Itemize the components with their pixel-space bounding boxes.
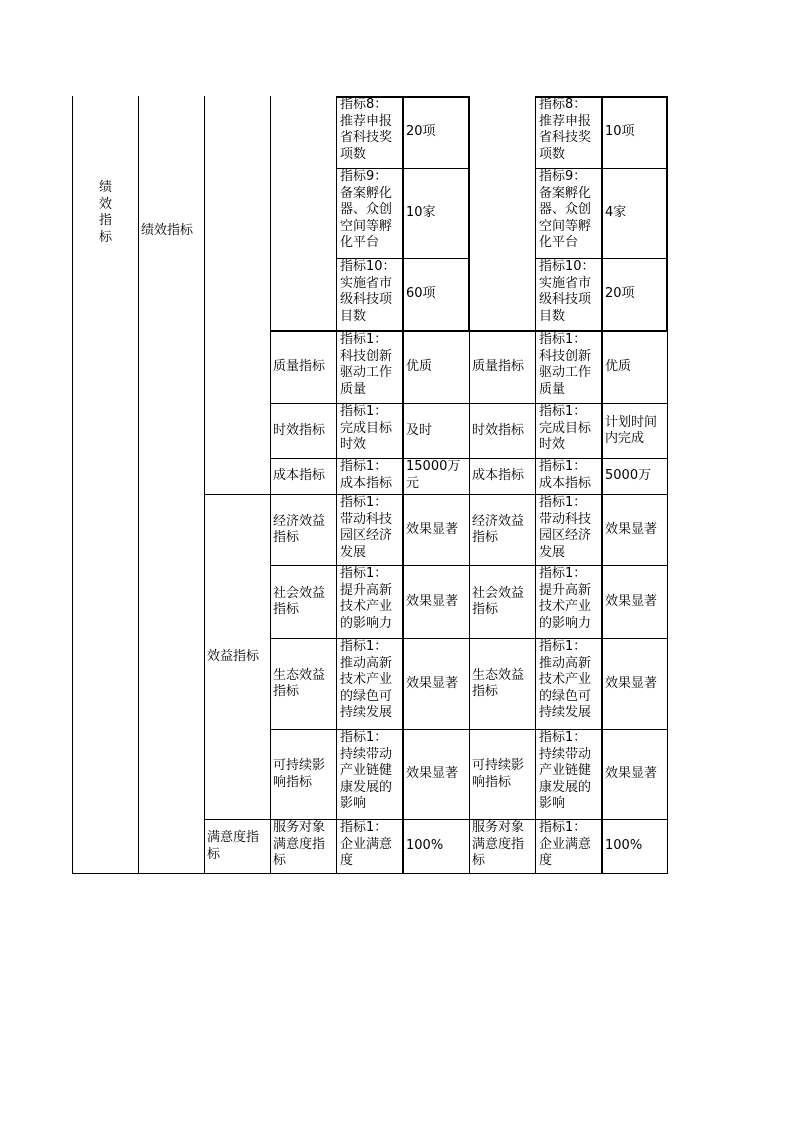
value-cost-left: 15000万元 [406,459,461,491]
indicator-ecological-left: 指标1：推动高新技术产业的绿色可持续发展 [340,639,393,720]
indicator-cost-left: 指标1：成本指标 [340,459,393,491]
value-9-right: 4家 [605,205,627,221]
indicator-quality-left: 指标1：科技创新驱动工作质量 [340,332,393,397]
category-level1 [73,180,138,260]
subcategory-time-right: 时效指标 [472,422,525,438]
value-quality-left: 优质 [406,359,433,375]
value-8-left: 20项 [406,124,436,140]
subcategory-satisfaction-right: 服务对象满意度指标 [472,820,525,868]
value-sustainable-right: 效果显著 [605,766,658,782]
indicator-10-left: 指标10：实施省市级科技项目数 [340,259,396,324]
subcategory-ecological-left: 生态效益指标 [273,667,326,699]
grid-line [468,96,470,331]
indicator-quality-right: 指标1：科技创新驱动工作质量 [539,332,592,397]
value-economic-left: 效果显著 [406,521,459,537]
satisfaction-category-text: 满意度指标 [207,830,260,862]
subcategory-cost-right: 成本指标 [472,468,525,484]
indicator-time-right: 指标1：完成目标时效 [539,404,592,452]
indicator-social-left: 指标1：提升高新技术产业的影响力 [340,566,393,631]
indicator-satisfaction-right: 指标1：企业满意度 [539,820,592,868]
value-ecological-right: 效果显著 [605,675,658,691]
indicator-sustainable-right: 指标1：持续带动产业链健康发展的影响 [539,730,592,811]
subcategory-satisfaction-left: 服务对象满意度指标 [273,820,326,868]
value-social-right: 效果显著 [605,593,658,609]
value-quality-right: 优质 [605,359,632,375]
subcategory-quality-left: 质量指标 [273,359,326,375]
indicator-satisfaction-left: 指标1：企业满意度 [340,820,393,868]
subcategory-ecological-right: 生态效益指标 [472,667,525,699]
indicator-economic-left: 指标1：带动科技园区经济发展 [340,495,393,560]
satisfaction-category [205,820,270,873]
value-cost-right: 5000万 [605,468,652,484]
category-level2 [139,96,204,366]
value-8-right: 10项 [605,124,635,140]
indicator-sustainable-left: 指标1：持续带动产业链健康发展的影响 [340,730,393,811]
value-social-left: 效果显著 [406,593,459,609]
subcategory-sustainable-right: 可持续影响指标 [472,758,525,790]
indicator-cost-right: 指标1：成本指标 [539,459,592,491]
indicator-8-left: 指标8：推荐申报省科技奖项数 [340,97,393,162]
value-time-left: 及时 [406,422,433,438]
indicator-social-right: 指标1：提升高新技术产业的影响力 [539,566,592,631]
indicator-9-left: 指标9：备案孵化器、众创空间等孵化平台 [340,169,393,250]
subcategory-economic-right: 经济效益指标 [472,513,525,545]
value-satisfaction-right: 100% [605,838,643,854]
value-ecological-left: 效果显著 [406,675,459,691]
grid-line [535,96,536,874]
subcategory-time-left: 时效指标 [273,422,326,438]
value-sustainable-left: 效果显著 [406,766,459,782]
subcategory-social-right: 社会效益指标 [472,585,525,617]
grid-line [336,96,337,874]
indicator-ecological-right: 指标1：推动高新技术产业的绿色可持续发展 [539,639,592,720]
benefit-category [205,495,270,819]
value-10-left: 60项 [406,286,436,302]
subcategory-cost-left: 成本指标 [273,468,326,484]
subcategory-economic-left: 经济效益指标 [273,513,326,545]
subcategory-sustainable-left: 可持续影响指标 [273,758,326,790]
benefit-category-text: 效益指标 [207,648,260,664]
indicator-9-right: 指标9：备案孵化器、众创空间等孵化平台 [539,169,592,250]
grid-line [72,873,668,874]
category-level2-text: 绩效指标 [141,222,194,238]
value-satisfaction-left: 100% [406,838,444,854]
category-level1-text: 绩效指标 [98,180,112,245]
value-9-left: 10家 [406,205,436,221]
subcategory-quality-right: 质量指标 [472,359,525,375]
subcategory-social-left: 社会效益指标 [273,585,326,617]
indicator-time-left: 指标1：完成目标时效 [340,404,393,452]
indicator-10-right: 指标10：实施省市级科技项目数 [539,259,595,324]
value-time-right: 计划时间内完成 [605,414,658,446]
value-10-right: 20项 [605,286,635,302]
indicator-8-right: 指标8：推荐申报省科技奖项数 [539,97,592,162]
grid-line [666,96,668,331]
value-economic-right: 效果显著 [605,521,658,537]
indicator-economic-right: 指标1：带动科技园区经济发展 [539,495,592,560]
